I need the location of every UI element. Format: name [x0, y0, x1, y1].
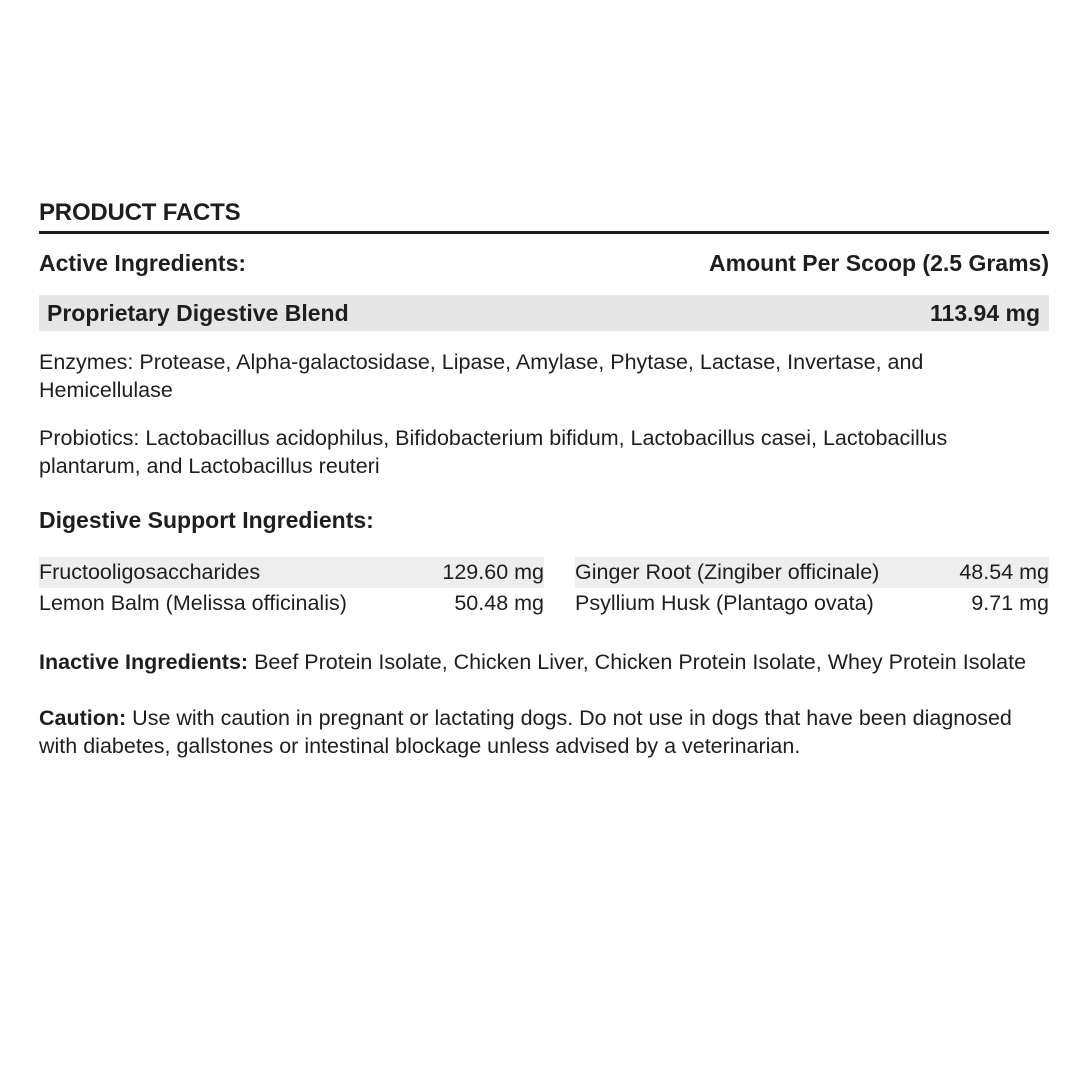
panel-title: PRODUCT FACTS	[39, 199, 241, 226]
support-ingredient-name: Lemon Balm (Melissa officinalis)	[39, 591, 347, 615]
caution-statement	[39, 704, 1049, 760]
support-ingredients-grid	[39, 557, 1049, 619]
caution-text: Use with caution in pregnant or lactating dogs. Do not use in dogs that have been diagnosed with diabetes, gallstones or intestinal blockage unless advised by a veterinarian.	[39, 706, 1012, 758]
support-ingredient-name: Ginger Root (Zingiber officinale)	[575, 560, 880, 584]
probiotics-text: Probiotics: Lactobacillus acidophilus, Bifidobacterium bifidum, Lactobacillus casei, Lactobacillus plantarum, and Lactobacillus reuteri	[39, 426, 948, 478]
inactive-ingredients-label: Inactive Ingredients:	[39, 650, 249, 674]
active-ingredients-header	[39, 234, 1049, 292]
support-heading: Digestive Support Ingredients:	[39, 507, 374, 533]
support-column-right	[575, 557, 1049, 619]
support-ingredient-amount: 129.60 mg	[442, 560, 544, 584]
inactive-ingredients	[39, 648, 1049, 676]
support-row	[39, 588, 544, 619]
blend-amount: 113.94 mg	[930, 299, 1040, 326]
support-row	[39, 557, 544, 588]
amount-per-scoop-label: Amount Per Scoop (2.5 Grams)	[709, 249, 1049, 276]
active-ingredients-label: Active Ingredients:	[39, 249, 247, 276]
support-ingredient-amount: 48.54 mg	[959, 560, 1049, 584]
proprietary-blend-row	[39, 295, 1049, 331]
support-ingredient-amount: 9.71 mg	[971, 591, 1049, 615]
support-ingredient-name: Psyllium Husk (Plantago ovata)	[575, 591, 874, 615]
blend-name: Proprietary Digestive Blend	[47, 299, 349, 326]
product-facts-panel	[39, 198, 1049, 760]
support-ingredient-amount: 50.48 mg	[454, 591, 544, 615]
support-row	[575, 588, 1049, 619]
support-column-left	[39, 557, 544, 619]
support-row	[575, 557, 1049, 588]
inactive-ingredients-text: Beef Protein Isolate, Chicken Liver, Chicken Protein Isolate, Whey Protein Isolate	[248, 650, 1027, 674]
caution-label: Caution:	[39, 706, 127, 730]
support-ingredient-name: Fructooligosaccharides	[39, 560, 261, 584]
enzymes-text: Enzymes: Protease, Alpha-galactosidase, Lipase, Amylase, Phytase, Lactase, Invertase, and Hemicellulase	[39, 350, 924, 402]
